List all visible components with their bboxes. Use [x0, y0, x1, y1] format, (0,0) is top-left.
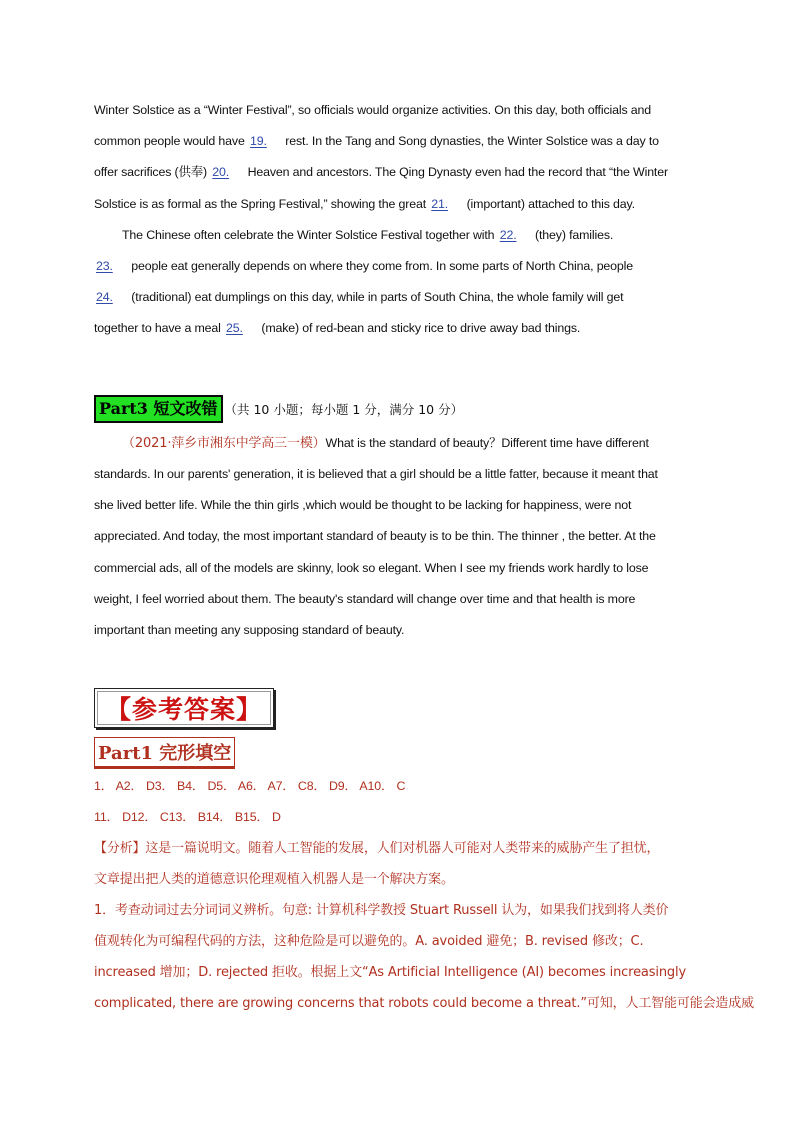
passage-text: she lived better life. While the thin girls ,which would be thought to be lacking for happiness, were not: [94, 498, 632, 512]
passage-text: (make) of red-bean and sticky rice to drive away bad things.: [261, 321, 581, 335]
passage-text: commercial ads, all of the models are skinny, look so elegant. When I see my friends work hardly to lose: [94, 561, 649, 575]
part3-score-note: （共 10 小题；每小题 1 分，满分 10 分）: [224, 402, 464, 417]
passage-text: offer sacrifices (供奉): [94, 165, 207, 179]
analysis-label: 【分析】: [94, 841, 146, 856]
blank-25: 25.: [226, 321, 243, 335]
blank-23: 23.: [96, 259, 113, 273]
explanation-text: complicated, there are growing concerns that robots could become a threat.”可知，人工智能可能会造成威: [94, 996, 754, 1011]
answer-key: 11． D12． C13． B14． B15． D: [94, 810, 281, 824]
analysis-text: 文章提出把人类的道德意识伦理观植入机器人是一个解决方案。: [94, 872, 454, 887]
explain-line-2: [94, 933, 704, 951]
part1-heading: [94, 737, 235, 767]
analysis-text: 这是一篇说明文。随着人工智能的发展，人们对机器人可能对人类带来的威胁产生了担忧，: [145, 841, 660, 856]
explanation-text: increased 增加；D. rejected 拒收。根据上文“As Artificial Intelligence (AI) becomes increasingly: [94, 965, 687, 980]
passage-line-5: [122, 226, 704, 244]
part3-line-2: [94, 465, 704, 483]
passage-text: weight, I feel worried about them. The beauty's standard will change over time and that health is more: [94, 592, 636, 606]
part3-tag: Part3 短文改错: [94, 395, 223, 423]
passage-text: appreciated. And today, the most important standard of beauty is to be thin. The thinner , the better. At the: [94, 529, 656, 543]
blank-22: 22.: [499, 228, 517, 242]
passage-text: (important) attached to this day.: [466, 197, 635, 211]
passage-text: (they) families.: [535, 228, 614, 242]
passage-line-4: [94, 195, 704, 213]
passage-line-2: [94, 132, 704, 150]
passage-line-3: [94, 163, 704, 181]
passage-line-6: [94, 257, 704, 275]
blank-20: 20.: [212, 165, 230, 179]
part3-line-6: [94, 590, 704, 608]
analysis-line-1: [94, 840, 704, 858]
explain-line-3: [94, 964, 704, 982]
passage-text: people eat generally depends on where they come from. In some parts of North China, people: [131, 259, 634, 273]
explanation-text: 值观转化为可编程代码的方法，这种危险是可以避免的。A. avoided 避免；B. revised 修改；C.: [94, 934, 644, 949]
passage-text: standards. In our parents' generation, it is believed that a girl should be a little fatter, because it meant that: [94, 467, 658, 481]
passage-text: The Chinese often celebrate the Winter Solstice Festival together with: [122, 228, 495, 242]
passage-text: Heaven and ancestors. The Qing Dynasty even had the record that “the Winter: [247, 165, 668, 179]
part3-line-1: [122, 434, 704, 453]
part3-line-7: [94, 621, 704, 639]
analysis-line-2: [94, 871, 704, 889]
explain-line-4: [94, 995, 754, 1013]
passage-line-7: [94, 288, 704, 306]
passage-text: Solstice is as formal as the Spring Festival,” showing the great: [94, 197, 426, 211]
passage-text: important than meeting any supposing standard of beauty.: [94, 623, 405, 637]
blank-24: 24.: [96, 290, 113, 304]
answer-row-2: [94, 808, 704, 826]
reference-answer-heading: [94, 688, 274, 728]
part3-heading: [94, 395, 463, 423]
blank-21: 21.: [431, 197, 449, 211]
passage-text: (traditional) eat dumplings on this day, while in parts of South China, the whole family will get: [131, 290, 624, 304]
source-citation: （2021·萍乡市湘东中学高三一模）: [122, 436, 326, 451]
part3-line-4: [94, 527, 704, 545]
explanation-text: 1．考查动词过去分词词义辨析。句意: 计算机科学教授 Stuart Russell 认为，如果我们找到将人类价: [94, 903, 669, 918]
blank-19: 19.: [250, 134, 267, 148]
answer-row-1: [94, 777, 704, 795]
explain-line-1: [94, 902, 704, 920]
passage-text: common people would have: [94, 134, 245, 148]
passage-text: together to have a meal: [94, 321, 221, 335]
part3-line-3: [94, 496, 704, 514]
reference-answer-title: 【参考答案】: [105, 695, 262, 724]
passage-text: What is the standard of beauty？Different time have different: [325, 436, 649, 450]
passage-line-8: [94, 319, 704, 337]
passage-text: Winter Solstice as a “Winter Festival”, so officials would organize activities. On this day, both officials and: [94, 103, 652, 117]
part1-title: Part1 完形填空: [98, 743, 232, 764]
passage-text: rest. In the Tang and Song dynasties, the Winter Solstice was a day to: [285, 134, 659, 148]
answer-key: 1． A2． D3． B4． D5． A6． A7． C8． D9． A10． C: [94, 779, 406, 793]
passage-line-1: [94, 101, 704, 119]
part3-line-5: [94, 559, 704, 577]
